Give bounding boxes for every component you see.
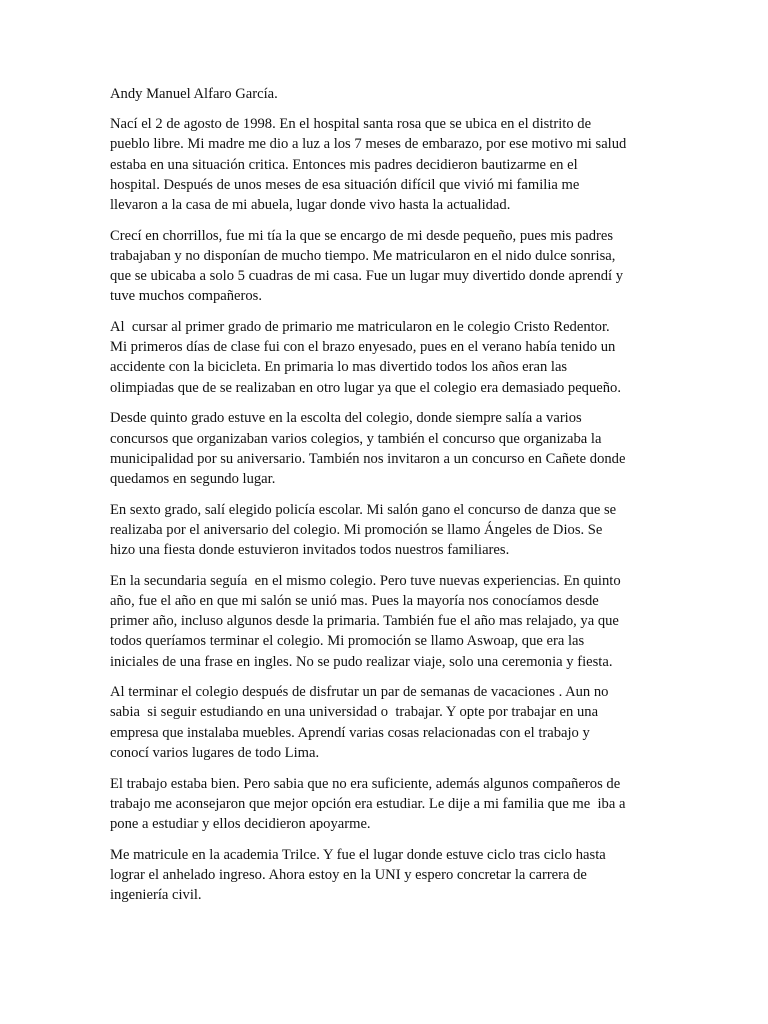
text-line: pueblo libre. Mi madre me dio a luz a los 7 meses de embarazo, por ese motivo mi salud [110, 136, 627, 153]
text-line: año, fue el año en que mi salón se unió mas. Pues la mayoría nos conocíamos desde [110, 592, 599, 609]
text-line: El trabajo estaba bien. Pero sabia que no era suficiente, además algunos compañeros de [110, 775, 621, 792]
text-line: sabia si seguir estudiando en una universidad o trabajar. Y opte por trabajar en una [110, 704, 599, 721]
text-line: Al cursar al primer grado de primario me matricularon en le colegio Cristo Redentor. [110, 319, 610, 336]
paragraph [110, 682, 666, 763]
paragraph [110, 408, 666, 489]
paragraph [110, 226, 666, 307]
text-line: Mi primeros días de clase fui con el brazo enyesado, pues en el verano había tenido un [110, 339, 616, 356]
text-line: empresa que instalaba muebles. Aprendí varias cosas relacionadas con el trabajo y [110, 724, 590, 741]
text-line: quedamos en segundo lugar. [110, 470, 276, 487]
text-line: En la secundaria seguía en el mismo colegio. Pero tuve nuevas experiencias. En quinto [110, 572, 621, 589]
paragraph [110, 114, 666, 215]
text-line: estaba en una situación critica. Entonces mis padres decidieron bautizarme en el [110, 156, 578, 173]
text-line: conocí varios lugares de todo Lima. [110, 744, 320, 761]
text-line: llevaron a la casa de mi abuela, lugar donde vivo hasta la actualidad. [110, 197, 511, 214]
text-line: realizaba por el aniversario del colegio. Mi promoción se llamo Ángeles de Dios. Se [110, 521, 603, 538]
document-page [110, 84, 666, 916]
text-line: Nací el 2 de agosto de 1998. En el hospital santa rosa que se ubica en el distrito de [110, 116, 592, 133]
text-line: tuve muchos compañeros. [110, 288, 262, 305]
text-line: todos queríamos terminar el colegio. Mi promoción se llamo Aswoap, que era las [110, 633, 585, 650]
paragraph [110, 845, 666, 906]
text-line: accidente con la bicicleta. En primaria lo mas divertido todos los años eran las [110, 359, 568, 376]
text-line: Al terminar el colegio después de disfrutar un par de semanas de vacaciones . Aun no [110, 684, 609, 701]
text-line: concursos que organizaban varios colegios, y también el concurso que organizaba la [110, 430, 602, 447]
text-line: hizo una fiesta donde estuvieron invitados todos nuestros familiares. [110, 542, 510, 559]
text-line: pone a estudiar y ellos decidieron apoyarme. [110, 816, 371, 832]
text-line: Me matricule en la academia Trilce. Y fue el lugar donde estuve ciclo tras ciclo hasta [110, 846, 606, 863]
text-line: Crecí en chorrillos, fue mi tía la que se encargo de mi desde pequeño, pues mis padres [110, 227, 614, 244]
paragraph-list [110, 114, 666, 905]
paragraph [110, 571, 666, 672]
text-line: lograr el anhelado ingreso. Ahora estoy en la UNI y espero concretar la carrera de [110, 866, 587, 883]
text-line: municipalidad por su aniversario. También nos invitaron a un concurso en Cañete donde [110, 450, 626, 467]
author-name: Andy Manuel Alfaro García. [110, 86, 278, 102]
paragraph [110, 317, 666, 398]
text-line: hospital. Después de unos meses de esa situación difícil que vivió mi familia me [110, 176, 580, 193]
text-line: que se ubicaba a solo 5 cuadras de mi casa. Fue un lugar muy divertido donde aprendí y [110, 268, 624, 285]
text-line: primer año, incluso algunos desde la primaria. También fue el año mas relajado, ya que [110, 613, 619, 630]
text-line: olimpiadas que de se realizaban en otro lugar ya que el colegio era demasiado pequeño. [110, 379, 621, 396]
text-line: trabajo me aconsejaron que mejor opción era estudiar. Le dije a mi familia que me iba a [110, 795, 626, 812]
text-line: trabajaban y no disponían de mucho tiempo. Me matricularon en el nido dulce sonrisa, [110, 247, 616, 264]
text-line: iniciales de una frase en ingles. No se pudo realizar viaje, solo una ceremonia y fiesta. [110, 653, 613, 670]
text-line: Desde quinto grado estuve en la escolta del colegio, donde siempre salía a varios [110, 410, 582, 427]
paragraph [110, 774, 666, 835]
text-line: En sexto grado, salí elegido policía escolar. Mi salón gano el concurso de danza que se [110, 501, 617, 518]
paragraph [110, 500, 666, 561]
text-line: ingeniería civil. [110, 887, 202, 904]
